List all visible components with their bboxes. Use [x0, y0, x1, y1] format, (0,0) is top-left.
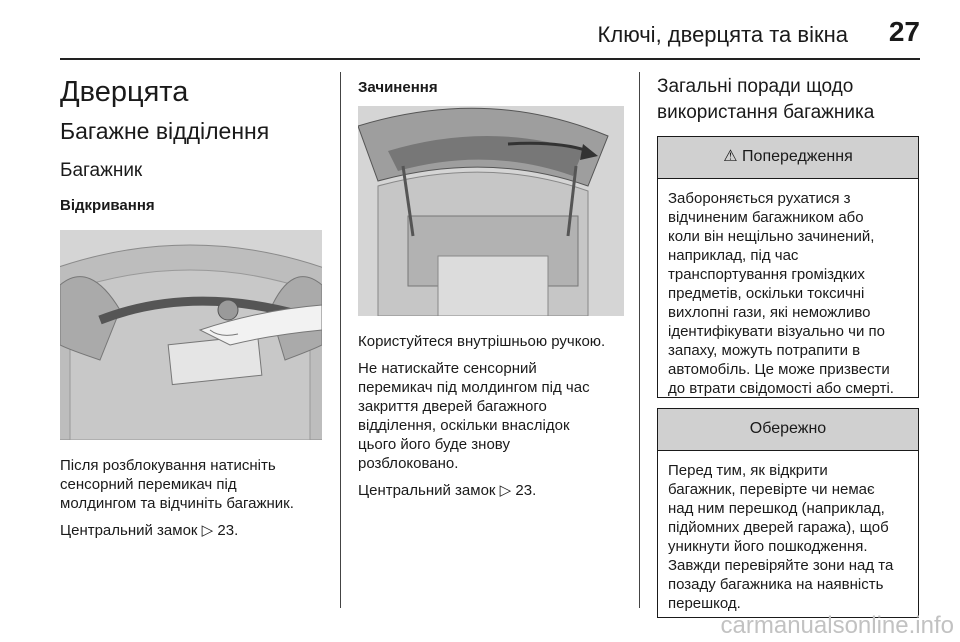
- header-title: Ключі, дверцята та вікна: [597, 22, 848, 47]
- column-2: [358, 74, 633, 500]
- text-line: перемикач під молдингом під час: [358, 379, 590, 396]
- header-divider: [60, 58, 920, 60]
- reference-page: 23.: [515, 482, 537, 499]
- tailgate-closing-illustration: [358, 106, 624, 316]
- figure-tailgate-opening: [60, 230, 322, 440]
- text-line: уникнути його пошкодження.: [668, 538, 868, 555]
- reference-arrow-icon: ▷: [499, 482, 512, 499]
- text-line: підйомних дверей гаража), щоб: [668, 519, 889, 536]
- general-tips-title: [657, 74, 920, 126]
- column-divider-2: [639, 72, 640, 608]
- text-line: перешкод.: [668, 595, 741, 612]
- text-line: вихлопні гази, які неможливо: [668, 304, 871, 321]
- text-line: до втрати свідомості або смерті.: [668, 380, 894, 397]
- section-title: Дверцята: [60, 76, 189, 108]
- caution-body: [658, 451, 918, 617]
- text-line: розблоковано.: [358, 455, 459, 472]
- text-line: ідентифікувати візуально чи по: [668, 323, 885, 340]
- text-line: позаду багажника на наявність: [668, 576, 884, 593]
- text-line: відчиненим багажником або: [668, 209, 864, 226]
- warning-triangle-icon: ⚠: [723, 148, 738, 165]
- text-line: молдингом та відчиніть багажник.: [60, 495, 294, 512]
- text-line: предметів, оскільки токсичні: [668, 285, 865, 302]
- text-line: відділення, оскільки внаслідок: [358, 417, 570, 434]
- warning-title: Попередження: [742, 148, 853, 165]
- text-line: запаху, можуть потрапити в: [668, 342, 861, 359]
- warning-header: [658, 137, 918, 179]
- watermark: carmanualsonline.info: [720, 612, 954, 639]
- text-line: над ним перешкод (наприклад,: [668, 500, 885, 517]
- caution-header: [658, 409, 918, 451]
- paragraph-closing-note: [358, 359, 633, 473]
- text-line: транспортування громіздких: [668, 266, 865, 283]
- text-line: автомобіль. Це може призвести: [668, 361, 890, 378]
- cross-reference: [358, 481, 633, 500]
- text-line: наприклад, під час: [668, 247, 799, 264]
- column-3: [657, 74, 920, 618]
- subtopic-opening: Відкривання: [60, 197, 155, 214]
- text-line: багажник, перевірте чи немає: [668, 481, 875, 498]
- title-line: Загальні поради щодо: [657, 76, 854, 97]
- page-number: 27: [888, 16, 920, 47]
- text-line: Забороняється рухатися з: [668, 190, 851, 207]
- subsection-title: Багажне відділення: [60, 118, 270, 144]
- tailgate-opening-illustration: [60, 230, 322, 440]
- caution-box: [657, 408, 919, 618]
- reference-text: Центральний замок: [358, 482, 496, 499]
- topic-title: Багажник: [60, 160, 143, 181]
- warning-box: [657, 136, 919, 398]
- figure-tailgate-closing: [358, 106, 624, 316]
- text-line: Після розблокування натисніть: [60, 457, 276, 474]
- caution-title: Обережно: [749, 420, 827, 437]
- subtopic-closing: Зачинення: [358, 79, 438, 96]
- cross-reference: [60, 521, 330, 540]
- text-line: цього його буде знову: [358, 436, 510, 453]
- instruction-text: Користуйтеся внутрішньою ручкою.: [358, 333, 606, 350]
- reference-arrow-icon: ▷: [201, 522, 214, 539]
- text-line: Не натискайте сенсорний: [358, 360, 537, 377]
- reference-text: Центральний замок: [60, 522, 198, 539]
- paragraph-opening: [60, 456, 330, 513]
- title-line: використання багажника: [657, 102, 875, 123]
- column-divider-1: [340, 72, 341, 608]
- reference-page: 23.: [217, 522, 239, 539]
- warning-body: [658, 179, 918, 397]
- text-line: сенсорний перемикач під: [60, 476, 237, 493]
- column-1: [60, 74, 330, 540]
- text-line: Завжди перевіряйте зони над та: [668, 557, 894, 574]
- text-line: Перед тим, як відкрити: [668, 462, 828, 479]
- text-line: закриття дверей багажного: [358, 398, 547, 415]
- text-line: коли він нещільно зачинений,: [668, 228, 875, 245]
